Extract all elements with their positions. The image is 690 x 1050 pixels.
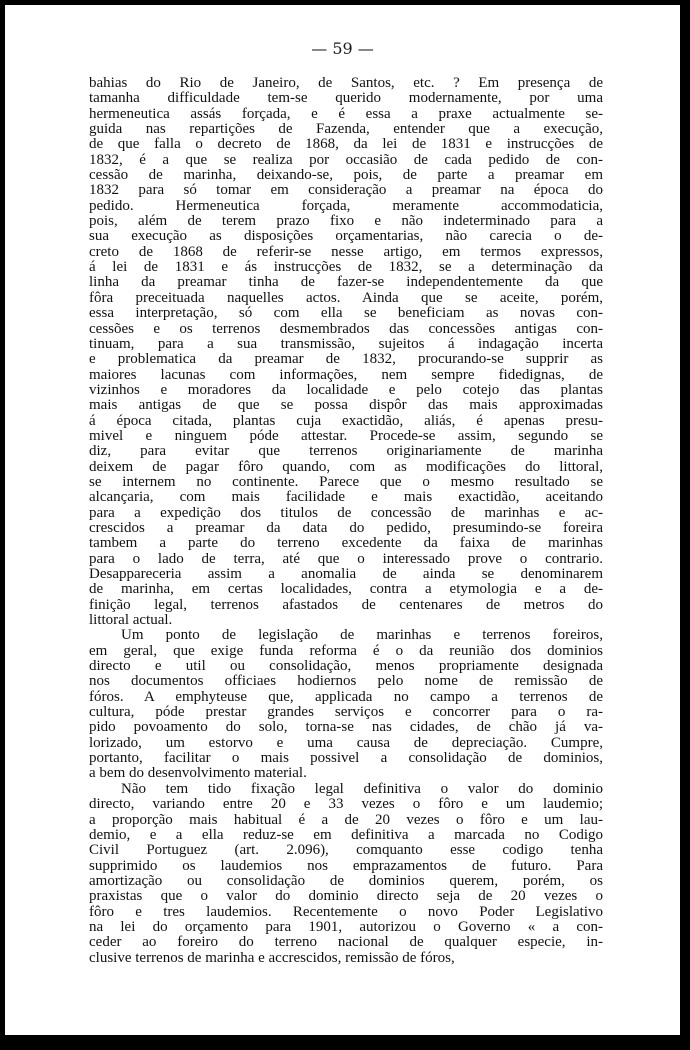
text-line: ceder ao foreiro do terreno nacional de qualquer especie, in- [89,934,603,951]
text-line: mais antigas de que se possa dispôr das mais approximadas [89,397,603,414]
text-line: e problematica da preamar de 1832, procurando-se supprir as [89,351,603,368]
body-text [89,76,603,966]
text-line: nos documentos officiaes hodiernos pelo nome de remissão de [89,673,603,690]
text-line: á lei de 1831 e ás instrucções de 1832, se a determinação da [89,259,603,276]
text-line: lorizado, um estorvo e uma causa de depreciação. Cumpre, [89,734,603,751]
text-line: pois, além de terem prazo fixo e não indeterminado para a [89,213,603,230]
text-line: cessão de marinha, deixando-se, pois, de parte a preamar em [89,167,603,184]
text-line: littoral actual. [89,612,173,629]
text-line: cessões e os terrenos desmembrados das concessões antigas con- [89,320,603,337]
text-line: a proporção mais habitual é a de 20 vezes o fôro e um lau- [89,811,603,828]
text-line: deixem de pagar fôro quando, com as modificações do littoral, [89,458,603,475]
text-line: finição legal, terrenos afastados de centenares de metros do [89,596,603,613]
paragraph [89,76,603,628]
text-line: clusive terrenos de marinha e accrescidos, remissão de fóros, [89,949,455,966]
text-line: 1832 para só tomar em consideração a preamar na época do [89,182,603,199]
text-line: a bem do desenvolvimento material. [89,765,307,782]
text-line: pedido. Hermeneutica forçada, meramente accommodaticia, [89,197,603,214]
text-line: pido povoamento do solo, torna-se nas cidades, de chão já va- [89,719,603,736]
text-line: á época citada, plantas cuja exactidão, aliás, é apenas presu- [89,412,603,429]
document-page [5,5,680,1035]
text-line: na lei do orçamento para 1901, autorizou o Governo « a con- [89,918,603,935]
text-line: Desappareceria assim a anomalia de ainda se denominarem [89,566,603,582]
text-line: 1832, é a que se realiza por occasião de cada pedido de con- [89,151,603,168]
paragraph [89,782,603,966]
text-line: directo e util ou consolidação, menos propriamente designada [89,658,603,675]
text-line: amortização ou consolidação de dominios querem, porém, os [89,872,603,889]
text-line: directo, variando entre 20 e 33 vezes o fôro e um laudemio; [89,796,603,813]
text-line: fóros. A emphyteuse que, applicada no campo a terrenos de [89,688,603,705]
text-line: hermeneutica assás forçada, e é essa a praxe actualmente se- [89,105,603,122]
text-line: tambem a parte do terreno excedente da faixa de marinhas [89,535,603,552]
text-line: diz, para evitar que terrenos originariamente de marinha [89,443,603,460]
text-line: mivel e ninguem póde attestar. Procede-se assim, segundo se [89,427,603,444]
text-line: linha da preamar tinha de fazer-se independentemente da que [89,274,603,291]
text-line: demio, e a ella reduz-se em definitiva a marcada no Codigo [89,826,603,843]
text-line: praxistas que o valor do dominio directo seja de 20 vezes o [89,888,603,905]
text-line: cultura, póde prestar grandes serviços e concorrer para o ra- [89,704,603,721]
text-line: Civil Portuguez (art. 2.096), comquanto esse codigo tenha [89,842,603,859]
text-line: tamanha difficuldade tem-se querido modernamente, por uma [89,90,603,107]
text-line: se internem no continente. Parece que o mesmo resultado se [89,473,603,490]
text-line: Não tem tido fixação legal definitiva o valor do dominio [121,780,603,797]
text-line: alcançaria, com mais facilidade e mais exactidão, aceitando [89,489,603,506]
text-line: em geral, que exige funda reforma é o da reunião dos dominios [89,642,603,659]
text-line: de que falla o decreto de 1868, da lei de 1831 e instrucções de [89,136,603,153]
text-line: para a expedição dos titulos de concessão de marinhas e ac- [89,504,603,521]
text-line: essa interpretação, só com ella se beneficiam as novas con- [89,305,603,322]
paragraph [89,628,603,781]
text-line: de marinha, em certas localidades, contra a etymologia e a de- [89,581,603,598]
text-line: sua execução as disposições orçamentarias, não carecia o de- [89,228,603,245]
text-line: fôro e tres laudemios. Recentemente o novo Poder Legislativo [89,903,603,920]
text-line: tinuam, para a sua transmissão, sujeitos á indagação incerta [89,335,603,352]
text-line: Um ponto de legislação de marinhas e terrenos foreiros, [121,627,603,644]
text-line: guida nas repartições de Fazenda, entender que a execução, [89,121,603,138]
text-line: crescidos a preamar da data do pedido, presumindo-se foreira [89,519,603,536]
text-line: para o lado de terra, até que o interessado prove o contrario. [89,550,603,567]
page-number: — 59 — [311,39,374,58]
text-line: fôra preceituada naquelles actos. Ainda que se aceite, porém, [89,289,603,306]
text-line: bahias do Rio de Janeiro, de Santos, etc. ? Em presença de [89,75,603,91]
text-line: supprimido os laudemios nos emprazamentos de futuro. Para [89,857,603,874]
text-line: vizinhos e moradores da localidade e pelo cotejo das plantas [89,381,603,398]
text-line: creto de 1868 de referir-se nesse artigo, em termos expressos, [89,243,603,260]
text-line: portanto, facilitar o mais possivel a consolidação de dominios, [89,750,603,767]
text-line: maiores lacunas com informações, nem sempre fidedignas, de [89,366,603,383]
